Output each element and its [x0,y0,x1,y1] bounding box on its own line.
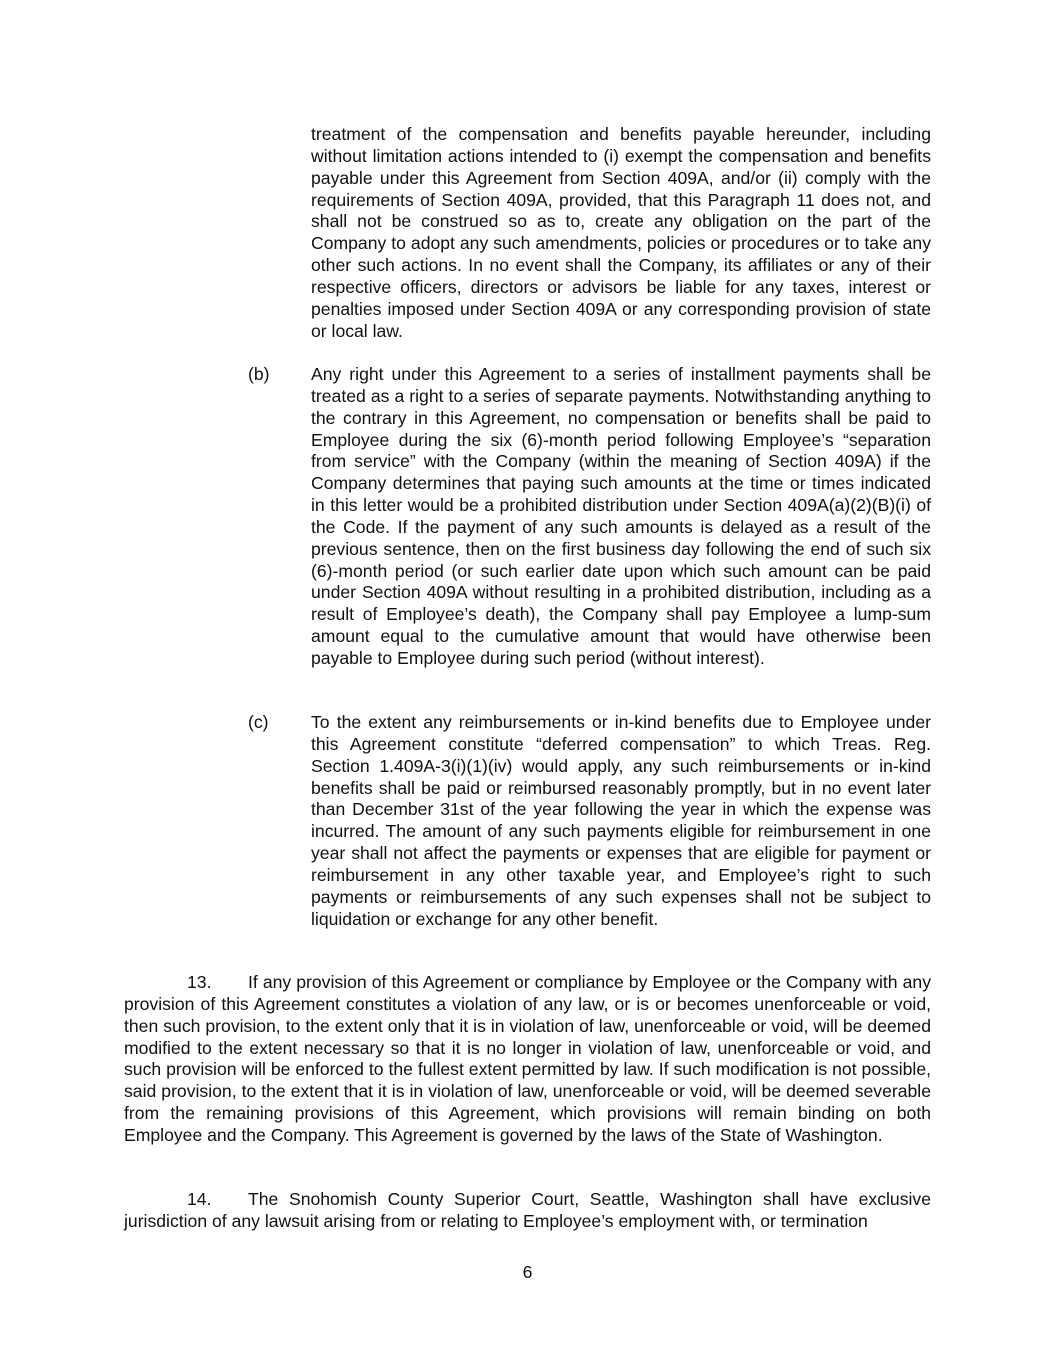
page-number: 6 [522,1262,533,1282]
paragraph-number: 13. [187,972,212,992]
sub-item-label: (b) [248,364,270,384]
paragraph-11a-continuation: treatment of the compensation and benefits payable hereunder, including without limitation actions intended to (i) exempt the compensation and benefits payable under this Agreement from Section 409A, and/or (ii) comply with the requirements of Section 409A, provided, that this Paragraph 11 does not, and shall not be construed so as to, create any obligation on the part of the Company to adopt any such amendments, policies or procedures or to take any other such actions. In no event shall the Company, its affiliates or any of their respective officers, directors or advisors be liable for any taxes, interest or penalties imposed under Section 409A or any corresponding provision of state or local law. [311,124,931,341]
paragraph-number: 14. [187,1189,212,1209]
paragraph-text: If any provision of this Agreement or compliance by Employee or the Company with any provision of this Agreement constitutes a violation of any law, or is or becomes unenforceable or void, then such provision, to the extent only that it is in violation of law, unenforceable or void, will be deemed modified to the extent necessary so that it is no longer in violation of law, unenforceable or void, and such provision will be enforced to the fullest extent permitted by law. If such modification is not possible, said provision, to the extent that it is in violation of law, unenforceable or void, will be deemed severable from the remaining provisions of this Agreement, which provisions will remain binding on both Employee and the Company. This Agreement is governed by the laws of the State of Washington. [124,972,931,1145]
sub-item-text: Any right under this Agreement to a series of installment payments shall be treated as a right to a series of separate payments. Notwithstanding anything to the contrary in this Agreement, no compensation or benefits shall be paid to Employee during the six (6)-month period following Employee’s “separation from service” with the Company (within the meaning of Section 409A) if the Company determines that paying such amounts at the time or times indicated in this letter would be a prohibited distribution under Section 409A(a)(2)(B)(i) of the Code. If the payment of any such amounts is delayed as a result of the previous sentence, then on the first business day following the end of such six (6)-month period (or such earlier date upon which such amount can be paid under Section 409A without resulting in a prohibited distribution, including as a result of Employee’s death), the Company shall pay Employee a lump-sum amount equal to the cumulative amount that would have otherwise been payable to Employee during such period (without interest). [311,364,931,668]
sub-item-label: (c) [248,712,269,732]
paragraph-14 [124,1189,931,1233]
sub-item-text: To the extent any reimbursements or in-kind benefits due to Employee under this Agreement constitute “deferred compensation” to which Treas. Reg. Section 1.409A-3(i)(1)(iv) would apply, any such reimbursements or in-kind benefits shall be paid or reimbursed reasonably promptly, but in no event later than December 31st of the year following the year in which the expense was incurred. The amount of any such payments eligible for reimbursement in one year shall not affect the payments or expenses that are eligible for payment or reimbursement in any other taxable year, and Employee’s right to such payments or reimbursements of any such expenses shall not be subject to liquidation or exchange for any other benefit. [311,712,931,929]
paragraph-13 [124,972,931,1147]
paragraph-text: The Snohomish County Superior Court, Seattle, Washington shall have exclusive jurisdiction of any lawsuit arising from or relating to Employee’s employment with, or termination [124,1189,931,1231]
